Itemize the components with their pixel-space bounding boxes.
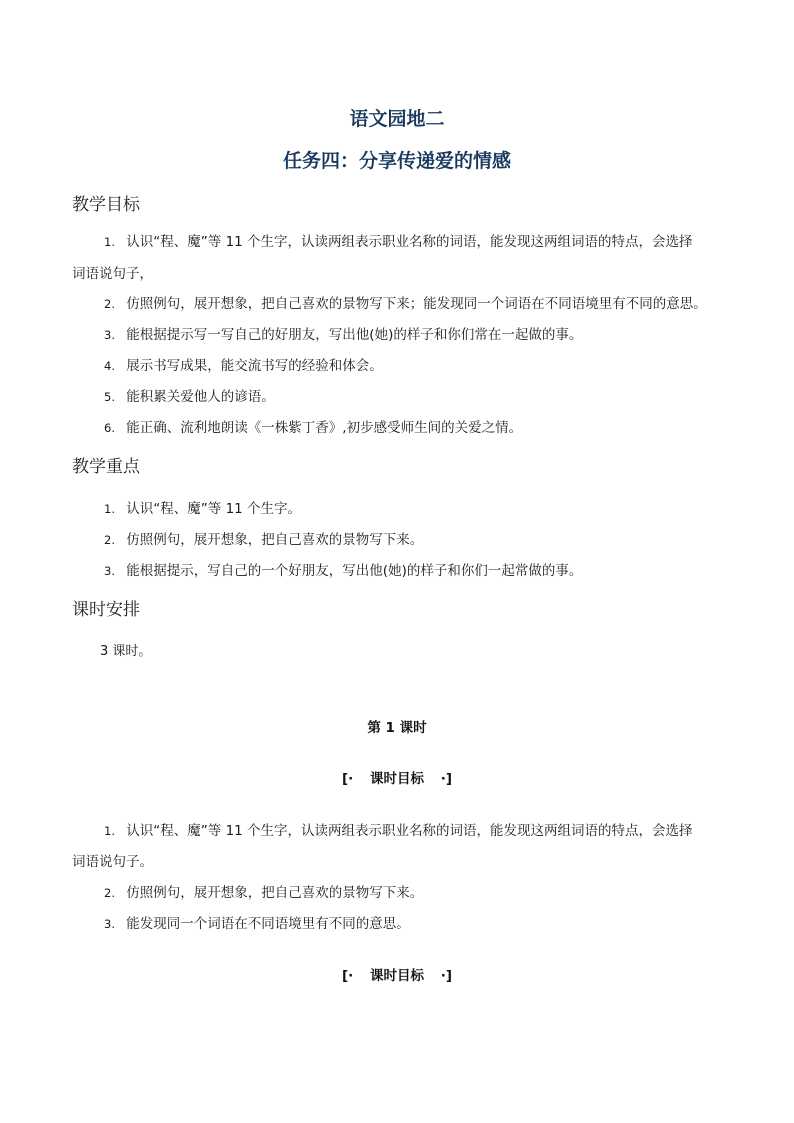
bracket-close: ·] xyxy=(440,968,453,984)
lesson-goal-item-1 xyxy=(104,819,693,839)
goal-item-number: 3. xyxy=(104,328,115,342)
lesson-goals-bracket xyxy=(0,767,794,787)
goal-item-1-continuation: 词语说句子， xyxy=(72,266,153,282)
focus-item-2 xyxy=(104,528,423,548)
goal-item-text: 能根据提示写一写自己的好朋友，写出他(她)的样子和你们常在一起做的事。 xyxy=(126,327,583,343)
goal-item-1 xyxy=(104,230,693,250)
goal-item-text: 能正确、流利地朗读《一株紫丁香》,初步感受师生间的关爱之情。 xyxy=(126,420,523,436)
lesson-goal-number: 2. xyxy=(104,886,115,900)
focus-item-number: 3. xyxy=(104,564,115,578)
goal-item-text: 展示书写成果，能交流书写的经验和体会。 xyxy=(126,358,383,374)
document-title: 语文园地二 xyxy=(349,108,445,130)
goals-heading: 教学目标 xyxy=(72,195,140,215)
bracket-label: 课时目标 xyxy=(370,968,424,984)
goal-item-2 xyxy=(104,292,707,312)
goal-item-text: 能积累关爱他人的谚语。 xyxy=(126,389,275,405)
lesson-goal-number: 3. xyxy=(104,917,115,931)
schedule-text: 3 课时。 xyxy=(100,644,152,659)
goal-item-4 xyxy=(104,354,383,374)
lesson-goal-item-3 xyxy=(104,912,410,932)
lesson-goal-text: 能发现同一个词语在不同语境里有不同的意思。 xyxy=(126,916,410,932)
focus-item-text: 能根据提示，写自己的一个好朋友，写出他(她)的样子和你们一起常做的事。 xyxy=(126,563,583,579)
lesson-goal-text: 认识“程、魔”等 11 个生字，认读两组表示职业名称的词语，能发现这两组词语的特点，会选择 xyxy=(126,823,693,839)
focus-item-1 xyxy=(104,497,301,517)
goal-item-text: 认识“程、魔”等 11 个生字，认读两组表示职业名称的词语，能发现这两组词语的特点，会选择 xyxy=(126,234,693,250)
focus-item-number: 2. xyxy=(104,533,115,547)
goal-item-5 xyxy=(104,385,275,405)
lesson-title: 第 1 课时 xyxy=(367,720,427,736)
lesson-goal-item-2 xyxy=(104,881,423,901)
lesson-goal-number: 1. xyxy=(104,824,115,838)
goal-item-number: 6. xyxy=(104,421,115,435)
bracket-open: [· xyxy=(341,968,354,984)
focus-item-number: 1. xyxy=(104,502,115,516)
goal-item-text: 仿照例句，展开想象，把自己喜欢的景物写下来；能发现同一个词语在不同语境里有不同的意思。 xyxy=(126,296,707,312)
goal-item-3 xyxy=(104,323,582,343)
goal-item-number: 5. xyxy=(104,390,115,404)
goal-item-number: 2. xyxy=(104,297,115,311)
focus-item-3 xyxy=(104,559,582,579)
lesson-goals-bracket-2 xyxy=(0,964,794,984)
bracket-label: 课时目标 xyxy=(370,771,424,787)
lesson-goal-text: 仿照例句，展开想象，把自己喜欢的景物写下来。 xyxy=(126,885,424,901)
focus-heading: 教学重点 xyxy=(72,457,140,477)
focus-item-text: 仿照例句，展开想象，把自己喜欢的景物写下来。 xyxy=(126,532,424,548)
goal-item-6 xyxy=(104,416,522,436)
bracket-close: ·] xyxy=(440,771,453,787)
goal-item-number: 4. xyxy=(104,359,115,373)
document-subtitle: 任务四：分享传递爱的情感 xyxy=(282,150,511,172)
bracket-open: [· xyxy=(341,771,354,787)
schedule-heading: 课时安排 xyxy=(72,600,140,620)
goal-item-number: 1. xyxy=(104,235,115,249)
focus-item-text: 认识“程、魔”等 11 个生字。 xyxy=(126,501,302,517)
lesson-goal-item-1-continuation: 词语说句子。 xyxy=(72,854,153,870)
